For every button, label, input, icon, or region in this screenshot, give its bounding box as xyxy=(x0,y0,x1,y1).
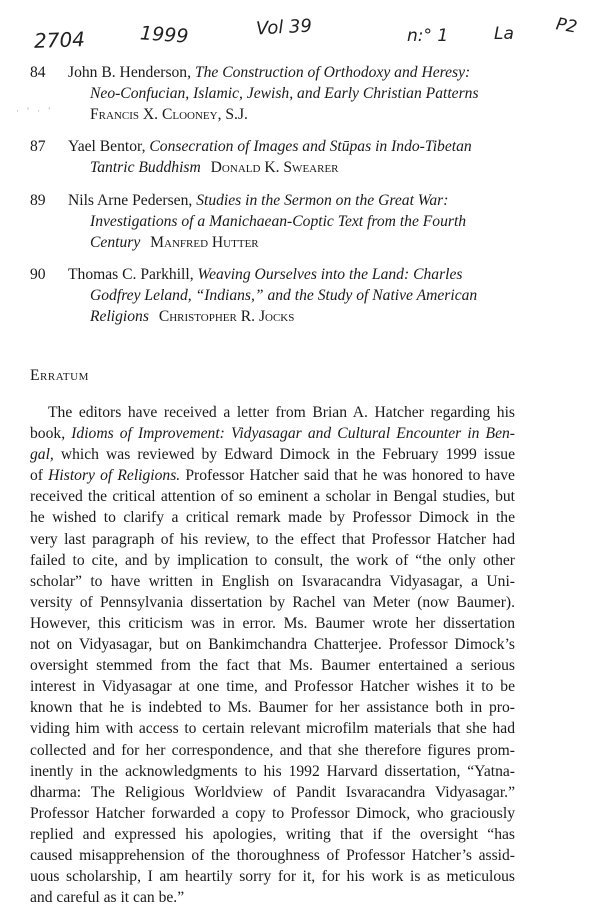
book-title-cont: gal, xyxy=(30,446,54,464)
handwritten-note: La xyxy=(494,24,514,44)
erratum-line: known that he is indebted to Ms. Baumer for her assistance both in pro- xyxy=(30,699,515,717)
erratum-line: he wished to clarify a critical remark made by Professor Dimock in the xyxy=(30,509,515,527)
book-title: Idioms of Improvement: Vidyasagar and Cultural Encounter in Ben- xyxy=(71,425,515,443)
erratum-line: dharma: The Religious Worldview of Pandit Isvaracandra Vidyasagar.” xyxy=(30,783,515,801)
entry-title-cont: Religions xyxy=(90,308,149,325)
entry-title: Studies in the Sermon on the Great War: xyxy=(196,192,449,209)
handwritten-note: 2704 xyxy=(33,27,86,53)
erratum-line: viding him with access to certain relevant microfilm materials that she had xyxy=(30,720,515,738)
journal-title: History of Religions. xyxy=(48,467,181,485)
entry-author: Thomas C. Parkhill, xyxy=(68,266,194,283)
erratum-line: The editors have received a letter from Brian A. Hatcher regarding his xyxy=(48,404,515,421)
entry-reviewer: Donald K. Swearer xyxy=(210,159,339,176)
entry-title-cont: Investigations of a Manichaean-Coptic Text from the Fourth xyxy=(90,213,467,230)
erratum-line: received the critical attention of so eminent a scholar in Bengal studies, but xyxy=(30,488,515,506)
erratum-line: scholar” to have written in English on Isvaracandra Vidyasagar, a Uni- xyxy=(30,572,515,590)
entry-number: 87 xyxy=(30,138,46,155)
book-entry xyxy=(30,264,560,327)
erratum-line: of History of Religions. Professor Hatcher said that he was honored to have xyxy=(30,467,515,485)
erratum-line: book, Idioms of Improvement: Vidyasagar and Cultural Encounter in Ben- xyxy=(30,425,515,443)
entry-number: 89 xyxy=(30,192,46,209)
erratum-line: caused misapprehension of the thoroughness of Professor Hatcher’s assid- xyxy=(30,846,515,864)
handwritten-note: Vol 39 xyxy=(255,15,313,40)
erratum-paragraph xyxy=(30,402,515,908)
scan-specks: · ' · ' xyxy=(16,106,53,116)
entry-text xyxy=(68,62,560,125)
erratum-line: and careful as it can be.” xyxy=(30,889,185,907)
erratum-line: interest in Vidyasagar at one time, and Professor Hatcher wishes it to be xyxy=(30,678,515,696)
entry-number: 84 xyxy=(30,64,46,81)
entry-text xyxy=(68,136,560,178)
erratum-line: However, this criticism was in error. Ms. Baumer wrote her dissertation xyxy=(30,614,515,632)
entry-reviewer: Manfred Hutter xyxy=(150,234,259,251)
handwritten-note: 1999 xyxy=(139,22,190,48)
entry-author: Nils Arne Pedersen, xyxy=(68,192,193,209)
erratum-line: gal, which was reviewed by Edward Dimock in the February 1999 issue xyxy=(30,446,515,464)
entry-title: Consecration of Images and Stūpas in Indo-Tibetan xyxy=(149,138,472,155)
entry-title-cont: Tantric Buddhism xyxy=(90,159,201,176)
erratum-line: uous scholarship, I am heartily sorry for it, for his work is as meticulous xyxy=(30,868,515,886)
book-entry xyxy=(30,136,560,178)
entry-title-cont: Neo-Confucian, Islamic, Jewish, and Early Christian Patterns xyxy=(90,85,479,102)
entry-author: Yael Bentor, xyxy=(68,138,146,155)
entry-title-cont: Century xyxy=(90,234,141,251)
erratum-line: very last paragraph of his review, to the effect that Professor Hatcher had xyxy=(30,530,515,548)
erratum-heading: Erratum xyxy=(30,367,89,384)
entry-author: John B. Henderson, xyxy=(68,64,192,81)
books-received-list xyxy=(30,62,560,325)
entry-number: 90 xyxy=(30,266,46,283)
entry-title: Weaving Ourselves into the Land: Charles xyxy=(197,266,463,283)
erratum-line: Professor Hatcher forwarded a copy to Professor Dimock, who graciously xyxy=(30,804,515,822)
entry-reviewer: Francis X. Clooney, S.J. xyxy=(90,106,248,123)
erratum-line: inently in the acknowledgments to his 1992 Harvard dissertation, “Yatna- xyxy=(30,762,515,780)
erratum-line: versity of Pennsylvania dissertation by Rachel van Meter (now Baumer). xyxy=(30,593,515,611)
handwritten-note: n:° 1 xyxy=(407,26,449,46)
entry-text xyxy=(68,190,560,253)
erratum-line: collected and for her correspondence, and that she therefore figures prom- xyxy=(30,741,515,759)
erratum-line: not on Vidyasagar, but on Bankimchandra Chatterjee. Professor Dimock’s xyxy=(30,636,515,654)
book-entry xyxy=(30,190,560,253)
book-entry xyxy=(30,62,560,125)
entry-title-cont: Godfrey Leland, “Indians,” and the Study of Native American xyxy=(90,287,478,304)
entry-text xyxy=(68,264,560,327)
entry-reviewer: Christopher R. Jocks xyxy=(158,308,295,325)
handwritten-annotations xyxy=(0,12,591,52)
erratum-line: oversight stemmed from the fact that Ms. Baumer entertained a serious xyxy=(30,657,515,675)
erratum-line: replied and expressed his apologies, writing that if the oversight “has xyxy=(30,825,515,843)
entry-title: The Construction of Orthodoxy and Heresy: xyxy=(194,64,471,81)
handwritten-note: P2 xyxy=(554,14,579,38)
erratum-line: failed to cite, and by implication to consult, the work of “the only other xyxy=(30,551,515,569)
